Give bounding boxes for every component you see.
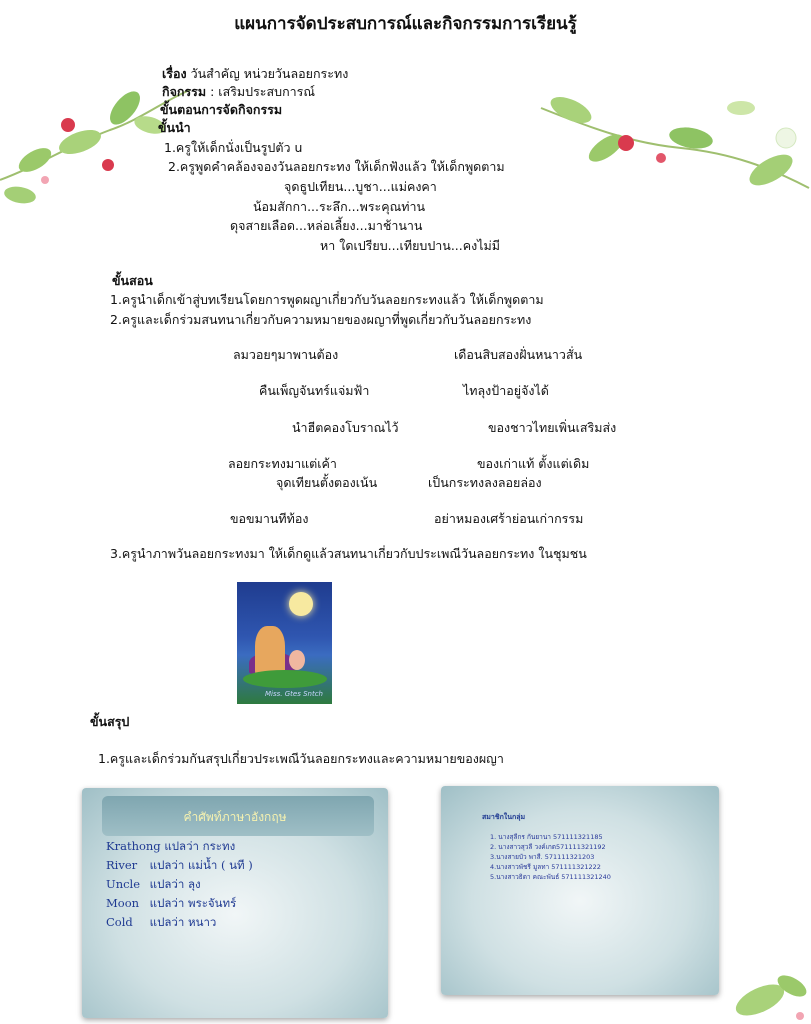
rhyme-line: จุดธูปเทียน...บูชา...แม่คงคา — [284, 179, 437, 194]
poem-line-left: ขอขมานทีท้อง — [230, 511, 309, 526]
topic-value: วันสำคัญ หน่วยวันลอยกระทง — [186, 66, 349, 81]
vocab-english: Moon — [106, 896, 140, 910]
floral-vine-decoration-right — [531, 88, 811, 218]
procedure-item-1: 1.ครูนำเด็กเข้าสู่บทเรียนโดยการพูดผญาเกี่ยวกับวันลอยกระทงแล้ว ให้เด็กพูดตาม — [110, 292, 544, 307]
loy-krathong-illustration — [237, 582, 332, 704]
vocab-meaning-word: แปลว่า — [160, 839, 203, 853]
conclusion-item-1: 1.ครูและเด็กร่วมกันสรุปเกี่ยวประเพณีวันลอยกระทงและความหมายของผญา — [98, 751, 504, 766]
vocabulary-slide — [82, 788, 388, 1018]
member-item: 3.นางสายบัว พาสี. 571111321203 — [490, 853, 595, 861]
conclusion-heading: ขั้นสรุป — [90, 714, 130, 729]
poem-line-left: จุดเทียนตั้งตองเน้น — [276, 475, 378, 490]
intro-item-1: 1.ครูให้เด็กนั่งเป็นรูปตัว u — [164, 140, 303, 155]
activity-line — [162, 82, 315, 102]
woman-figure — [255, 626, 285, 676]
vocab-meaning-word: แปลว่า — [149, 915, 185, 929]
poem-line-left: ลมวอยๆมาพานต้อง — [233, 347, 339, 362]
steps-heading: ขั้นตอนการจัดกิจกรรม — [160, 102, 283, 117]
topic-label: เรื่อง — [162, 66, 187, 81]
procedure-item-3: 3.ครูนำภาพวันลอยกระทงมา ให้เด็กดูแล้วสนทนาเกี่ยวกับประเพณีวันลอยกระทง ในชุมชน — [110, 546, 587, 561]
vocab-thai: ลุง — [188, 877, 201, 891]
poem-line-left: คืนเพ็ญจันทร์แจ่มฟ้า — [259, 383, 370, 398]
rhyme-line: หา ใดเปรียบ...เทียบปาน...คงไม่มี — [320, 238, 500, 253]
poem-line-left: ลอยกระทงมาแต่เค้า — [228, 456, 337, 471]
vocabulary-heading: คำศัพท์ภาษาอังกฤษ — [183, 810, 287, 824]
vocab-english: Krathong — [106, 839, 161, 853]
members-heading: สมาชิกในกลุ่ม — [482, 813, 526, 821]
intro-heading: ขั้นนำ — [158, 120, 191, 135]
poem-line-right: ไทลุงป้าอยู่จังได้ — [463, 383, 549, 398]
moon-shape — [289, 592, 313, 616]
vocab-thai: หนาว — [188, 915, 217, 929]
member-item: 4.นางสาวพัชรี มูลทา 571111321222 — [490, 863, 601, 871]
poem-line-right: ของเก่าแท้ ตั้งแต่เดิม — [477, 456, 590, 471]
poem-line-right: เดือนสิบสองฝั่นหนาวสั่น — [454, 347, 583, 362]
rhyme-line: น้อมสักกา...ระลึก...พระคุณท่าน — [253, 199, 426, 214]
vocab-row — [106, 895, 236, 913]
vocab-row — [106, 914, 216, 932]
page-title: แผนการจัดประสบการณ์และกิจกรรมการเรียนรู้ — [234, 14, 577, 34]
member-item: 1. นางสุลีกร กันยานา 571111321185 — [490, 833, 603, 841]
procedure-heading: ขั้นสอน — [112, 273, 153, 288]
vocab-meaning-word: แปลว่า — [149, 896, 185, 910]
rhyme-line: ดุจสายเลือด...หล่อเลี้ยง...มาช้านาน — [230, 218, 423, 233]
leaf-decoration-bottom-right — [720, 960, 811, 1024]
vocab-thai: พระจันทร์ — [188, 896, 237, 910]
poem-line-right: ของชาวไทยเพิ่นเสริมส่ง — [488, 420, 617, 435]
activity-label: กิจกรรม — [162, 84, 207, 99]
procedure-item-2: 2.ครูและเด็กร่วมสนทนาเกี่ยวกับความหมายของผญาที่พูดเกี่ยวกับวันลอยกระทง — [110, 312, 532, 327]
poem-line-right: อย่าหมองเศร้าย่อนเก่ากรรม — [434, 511, 584, 526]
lotus-leaf-shape — [243, 670, 327, 688]
vocab-thai: แม่น้ำ ( นที ) — [188, 858, 253, 872]
vocab-thai: กระทง — [202, 839, 236, 853]
vocab-row — [106, 876, 201, 894]
vocab-english: River — [106, 858, 138, 872]
child-figure — [289, 650, 305, 670]
intro-item-2: 2.ครูพูดคำคล้องจองวันลอยกระทง ให้เด็กฟังแล้ว ให้เด็กพูดตาม — [168, 159, 505, 174]
vocab-english: Cold — [106, 915, 133, 929]
topic-line — [162, 64, 348, 84]
member-item: 2. นางสาวสุวลี วงค์เกต571111321192 — [490, 843, 606, 851]
vocab-meaning-word: แปลว่า — [149, 877, 185, 891]
vocab-meaning-word: แปลว่า — [149, 858, 185, 872]
vocab-english: Uncle — [106, 877, 141, 891]
group-members-slide — [441, 786, 719, 995]
vocab-row — [106, 838, 235, 856]
activity-value: : เสริมประสบการณ์ — [206, 84, 315, 99]
poem-line-left: นำฮีตคองโบราณไว้ — [292, 420, 399, 435]
vocab-row — [106, 857, 253, 875]
poem-line-right: เป็นกระทงลงลอยล่อง — [428, 475, 542, 490]
member-item: 5.นางสาวธิดา คณะพันธ์ 571111321240 — [490, 873, 611, 881]
illustration-caption: Miss. Gtes Sntch — [265, 690, 323, 698]
